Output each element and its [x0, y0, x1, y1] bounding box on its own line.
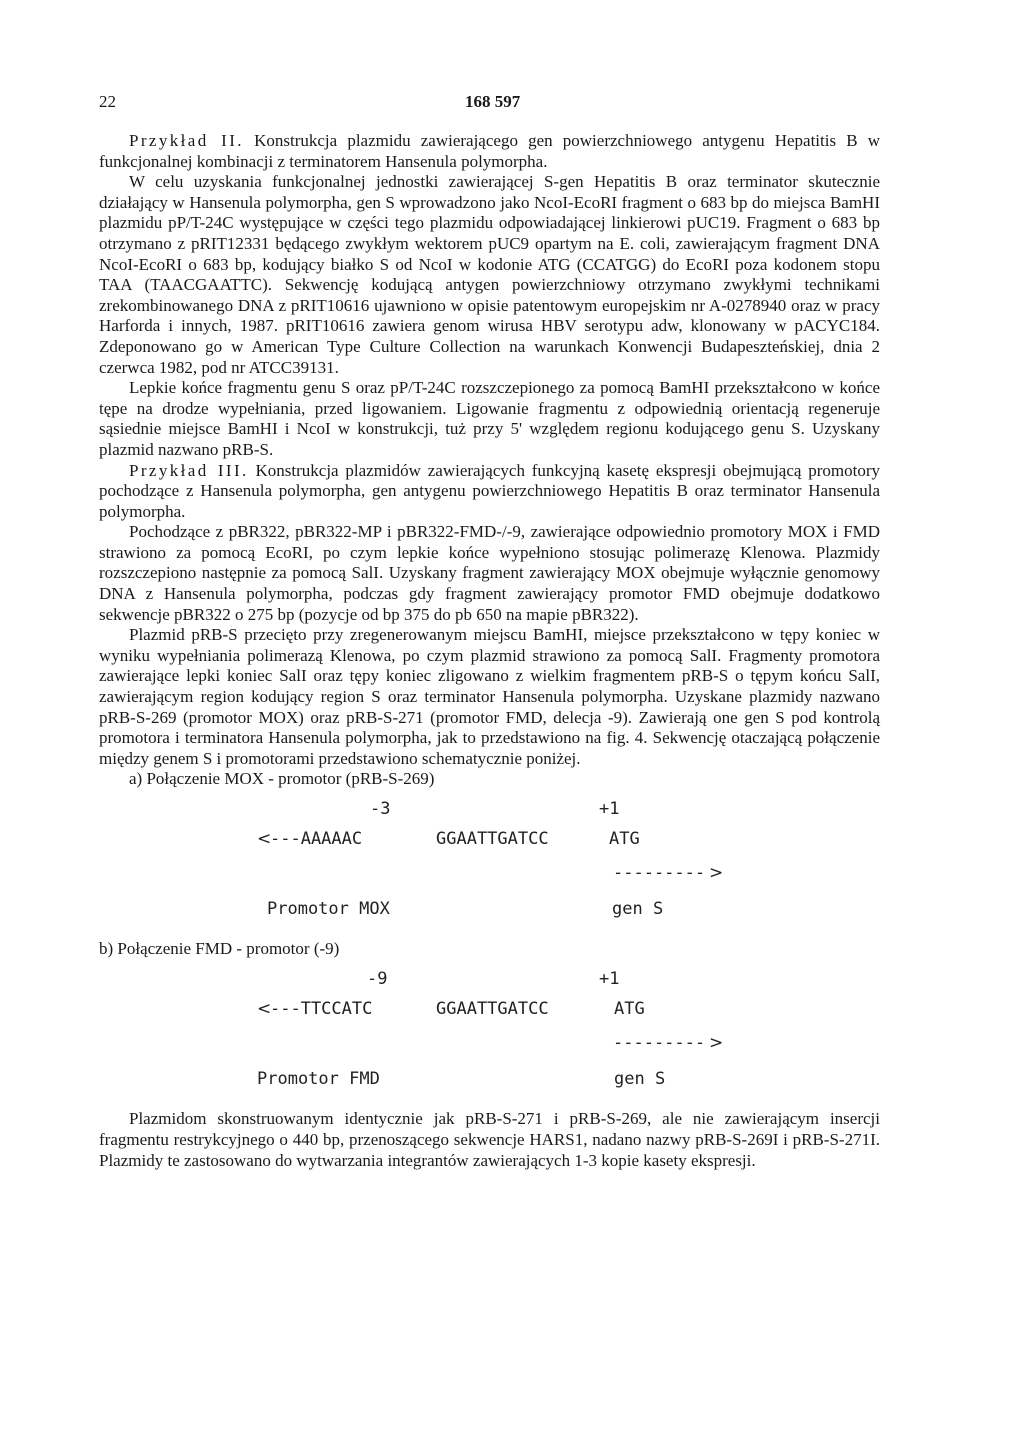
promoter-sequence: ---TTCCATC	[270, 999, 373, 1020]
start-codon: ATG	[609, 829, 640, 850]
position-minus: -9	[367, 969, 388, 990]
paragraph: Lepkie końce fragmentu genu S oraz pP/T-24C rozszczepionego za pomocą BamHI przekształcono w końce tępe na drodze wypełniania, przed ligowaniem. Ligowanie fragmentu z odpowiednią orientacją regeneruje sąsiednie miejsce BamHI i NcoI w konstrukcji, tuż przy 5' względem regionu kodującego genu S. Uzyskany plazmid nazwano pRB-S.	[99, 378, 880, 459]
promoter-label: Promotor MOX	[267, 899, 390, 920]
example-label: Przykład III.	[129, 460, 249, 480]
start-codon: ATG	[614, 999, 645, 1020]
gene-label: gen S	[614, 1069, 666, 1090]
position-minus: -3	[370, 799, 391, 820]
position-plus: +1	[599, 969, 620, 990]
paragraph: Pochodzące z pBR322, pBR322-MP i pBR322-FMD-/-9, zawierające odpowiednio promotory MOX i FMD strawiono za pomocą EcoRI, po czym lepkie końce wypełniono stosując polimerazę Klenowa. Plazmidy rozszczepiono następnie za pomocą SalI. Uzyskany fragment zawierający MOX obejmuje wyłącznie genomowy DNA z Hansenula polymorpha, podczas gdy fragment zawierający promotor FMD obejmuje dodatkowo sekwencje pBR322 o 275 bp (pozycje od bp 375 do pb 650 na mapie pBR322).	[99, 522, 880, 624]
paragraph: Plazmidom skonstruowanym identycznie jak pRB-S-271 i pRB-S-269, ale nie zawierającym insercji fragmentu restrykcyjnego o 440 bp, przenoszącego sekwencje HARS1, nadano nazwy pRB-S-269I i pRB-S-271I. Plazmidy te zastosowano do wytwarzania integrantów zawierających 1-3 kopie kasety ekspresji.	[99, 1109, 880, 1170]
page-number: 22	[99, 92, 116, 111]
left-arrowhead-icon: <	[257, 829, 272, 850]
page-body	[99, 131, 880, 1171]
promoter-label: Promotor FMD	[257, 1069, 380, 1090]
linker-sequence: GGAATTGATCC	[436, 829, 549, 850]
gene-label: gen S	[612, 899, 664, 920]
document-number: 168 597	[465, 92, 521, 111]
gene-arrow-line: ---------	[613, 1033, 706, 1054]
diagram-a	[99, 791, 880, 939]
example-label: Przykład II.	[129, 131, 244, 150]
paragraph: Plazmid pRB-S przecięto przy zregenerowanym miejscu BamHI, miejsce przekształcono w tępy koniec w wyniku wypełniania polimerazą Klenowa, po czym plazmid strawiono za pomocą SalI. Fragmenty promotora zawierające lepki koniec SalI oraz tępy koniec zligowano z wielkim fragmentem pRB-S o tępym końcu SalI, zawierającym region kodujący region S oraz terminator Hansenula polymorpha. Uzyskane plazmidy nazwano pRB-S-269 (promotor MOX) oraz pRB-S-271 (promotor FMD, delecja -9). Zawierają one gen S pod kontrolą promotora i terminatora Hansenula polymorpha, jak to przedstawiono na fig. 4. Sekwencję otaczającą połączenie między genem S i promotorami przedstawiono schematycznie poniżej.	[99, 625, 880, 768]
page-header	[99, 92, 879, 116]
left-arrowhead-icon: <	[257, 999, 272, 1020]
example-3-heading	[99, 461, 880, 523]
promoter-sequence: ---AAAAAC	[270, 829, 363, 850]
position-plus: +1	[599, 799, 620, 820]
example-title: Konstrukcja plazmidu zawierającego gen powierzchniowego antygenu Hepatitis B w funkcjonalnej kombinacji z terminatorem Hansenula polymorpha.	[99, 131, 880, 171]
right-arrowhead-icon: >	[709, 1033, 724, 1054]
diagram-a-caption: a) Połączenie MOX - promotor (pRB-S-269)	[129, 769, 435, 789]
linker-sequence: GGAATTGATCC	[436, 999, 549, 1020]
example-2-heading	[99, 131, 880, 172]
right-arrowhead-icon: >	[709, 863, 724, 884]
paragraph: W celu uzyskania funkcjonalnej jednostki zawierającej S-gen Hepatitis B oraz terminator skutecznie działający w Hansenula polymorpha, gen S wprowadzono jako NcoI-EcoRI fragment o 683 bp do miejsca BamHI plazmidu pP/T-24C występujące w części tego plazmidu odpowiadającej linkierowi pUC19. Fragment o 683 bp otrzymano z pRIT12331 będącego zwykłym wektorem pUC9 opartym na E. coli, zawierającym fragment DNA NcoI-EcoRI o 683 bp, kodujący białko S od NcoI w kodonie ATG (CCATGG) do EcoRI poza kodonem stopu TAA (TAACGAATTC). Sekwencję kodującą antygen powierzchniowy otrzymano zwykłymi technikami zrekombinowanego DNA z pRIT10616 ujawniono w opisie patentowym europejskim nr A-0278940 oraz w pracy Harforda i innych, 1987. pRIT10616 zawiera genom wirusa HBV serotypu adw, klonowany w pACYC184. Zdeponowano go w American Type Culture Collection na warunkach Konwencji Budapeszteńskiej, dnia 2 czerwca 1982, pod nr ATCC39131.	[99, 172, 880, 377]
diagram-b	[99, 961, 880, 1109]
example-title: Konstrukcja plazmidów zawierających funkcyjną kasetę ekspresji obejmującą promotory pochodzące z Hansenula polymorpha, gen antygenu powierzchniowego Hepatitis B oraz terminator Hansenula polymorpha.	[99, 460, 880, 521]
gene-arrow-line: ---------	[613, 863, 706, 884]
diagram-b-caption: b) Połączenie FMD - promotor (-9)	[99, 939, 340, 959]
